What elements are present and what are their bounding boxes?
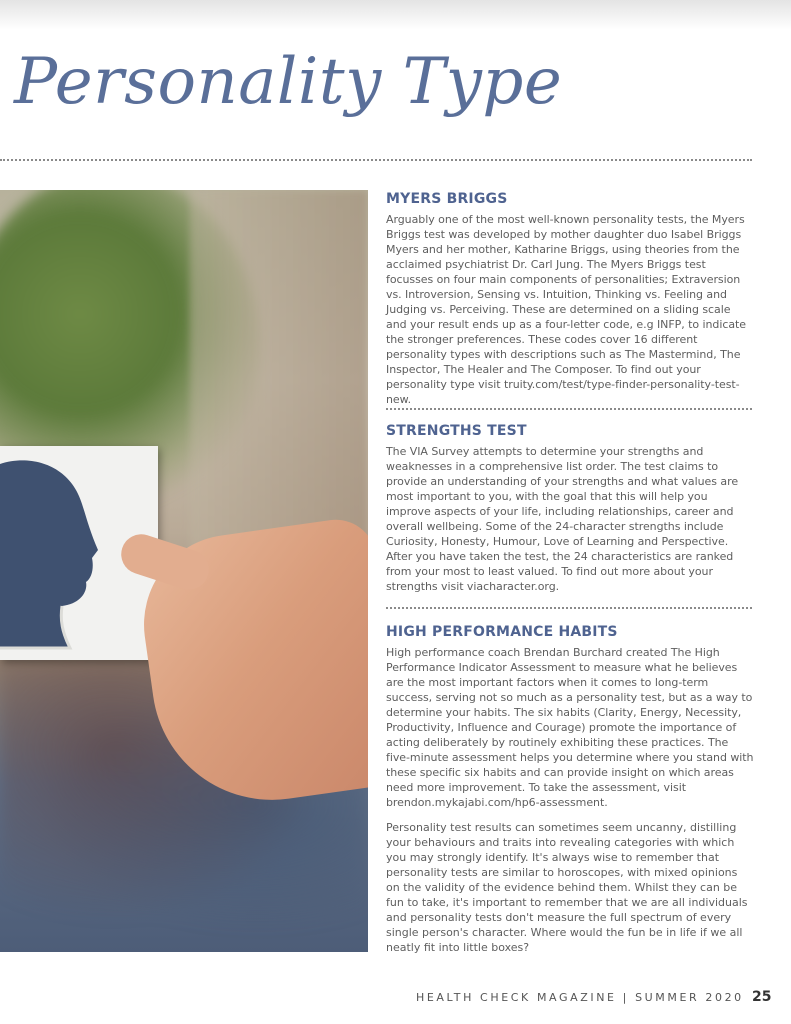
page-number: 25 bbox=[752, 989, 772, 1005]
top-shade bbox=[0, 0, 791, 30]
title-divider bbox=[0, 159, 752, 161]
section-heading: MYERS BRIGGS bbox=[386, 191, 508, 207]
section-body: High performance coach Brendan Burchard created The High Performance Indicator Assessment to measure what he believes are the most important factors when it comes to long-term success, serving not so much as a personality test, but as a way to determine your habits. The six habits (Clarity, Energy, Necessity, Productivity, Influence and Courage) promote the importance of acting deliberately by routinely exhibiting these practices. The five-minute assessment helps you determine where you stand with these specific six habits and can provide insight on which areas need more improvement. To take the assessment, visit brendon.mykajabi.com/hp6-assessment. bbox=[386, 646, 754, 809]
head-silhouette-icon bbox=[0, 454, 140, 654]
section-myers-briggs bbox=[386, 190, 754, 407]
page-title: Personality Type bbox=[14, 45, 563, 119]
closing-paragraph bbox=[386, 820, 754, 955]
section-body: The VIA Survey attempts to determine your strengths and weaknesses in a comprehensive list order. The test claims to provide an understanding of your strengths and what values are most important to you, with the goal that this will help you improve aspects of your life, including relationships, career and overall wellbeing. Some of the 24-character strengths include Curiosity, Honesty, Humour, Love of Learning and Perspective. After you have taken the test, the 24 characteristics are ranked from your most to least valued. To find out more about your strengths visit viacharacter.org. bbox=[386, 445, 739, 593]
section-heading: STRENGTHS TEST bbox=[386, 423, 527, 439]
section-high-performance-habits bbox=[386, 623, 754, 810]
article-photo bbox=[0, 190, 368, 952]
section-body: Arguably one of the most well-known personality tests, the Myers Briggs test was developed by mother daughter duo Isabel Briggs Myers and her mother, Katharine Briggs, using theories from the acclaimed psychiatrist Dr. Carl Jung. The Myers Briggs test focusses on four main components of personalities; Extraversion vs. Introversion, Sensing vs. Intuition, Thinking vs. Feeling and Judging vs. Perceiving. These are determined on a sliding scale and your result ends up as a four-letter code, e.g INFP, to indicate the stronger preferences. These codes cover 16 different personality types with descriptions such as The Mastermind, The Inspector, The Healer and The Composer. To find out your personality type visit truity.com/test/type-finder-personality-test-new. bbox=[386, 213, 747, 406]
magazine-footer: HEALTH CHECK MAGAZINE | SUMMER 2020 bbox=[416, 991, 744, 1004]
closing-text: Personality test results can sometimes seem uncanny, distilling your behaviours and traits into revealing categories with which you may strongly identify. It's always wise to remember that personality tests are similar to horoscopes, with mixed opinions on the validity of the evidence behind them. Whilst they can be fun to take, it's important to remember that we are all individuals and personality tests don't measure the full spectrum of every single person's character. Where would the fun be in life if we all neatly fit into little boxes? bbox=[386, 821, 748, 954]
section-heading: HIGH PERFORMANCE HABITS bbox=[386, 624, 618, 640]
section-divider bbox=[386, 607, 752, 609]
section-strengths-test bbox=[386, 422, 754, 594]
section-divider bbox=[386, 408, 752, 410]
